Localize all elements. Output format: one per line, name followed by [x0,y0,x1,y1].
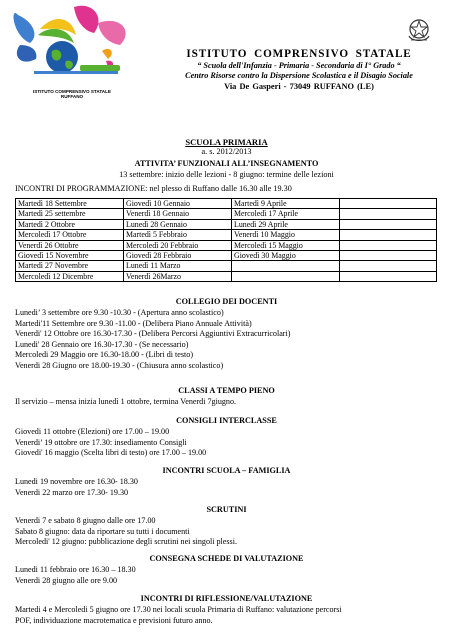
logo-caption [24,89,120,99]
calendar-cell [232,271,340,281]
scrutini-line: Sabato 8 giugno: data da riportare su tutti i documenti [15,526,190,536]
school-type: SCUOLA PRIMARIA [185,137,268,147]
school-year: a. s. 2012/2013 [201,147,252,156]
calendar-cell: Venerdì 26Marzo [124,271,232,281]
classi-lines [15,397,440,408]
calendar-cell [340,199,437,209]
famiglia-line: Lunedi 19 novembre ore 16.30- 18.30 [15,477,138,486]
calendar-cell [340,261,437,271]
calendar-cell: Giovedì 10 Gennaio [124,199,232,209]
programming-meetings [15,184,292,194]
activities-title: ATTIVITA’ FUNZIONALI ALL’INSEGNAMENTO [134,159,319,168]
calendar-row [16,251,437,261]
scrutini-lines [15,516,440,548]
logo-caption-line2: RUFFANO [60,94,84,99]
calendar-cell: Venerdì 26 Ottobre [16,240,124,250]
classi-line: Il servizio – mensa inizia lunedì 1 ottobre, termina Venerdi 7giugno. [15,397,237,406]
programming-calendar [15,198,437,282]
collegio-line: Mercoledi 29 Maggio ore 16.30-18.00 - (Libri di testo) [15,350,194,360]
calendar-row [16,240,437,250]
calendar-cell: Mercoledì 12 Dicembre [16,271,124,281]
scrutini-line: Venerdi 7 e sabato 8 giugno dalle ore 17.00 [15,516,156,525]
blue-butterfly-wing-lower [17,45,37,62]
calendar-cell [340,219,437,229]
globe-icon [46,41,78,73]
famiglia-title: INCONTRI SCUOLA – FAMIGLIA [162,466,291,475]
pink-butterfly-wing-right [98,21,126,45]
calendar-cell: Lunedì 29 Aprile [232,219,340,229]
interclasse-title: CONSIGLI INTERCLASSE [176,416,277,425]
riflessione-lines [15,605,440,626]
school-header [150,48,448,92]
calendar-row [16,230,437,240]
calendar-cell [340,271,437,281]
schede-lines [15,565,440,586]
calendar-cell: Martedì 2 Ottobre [16,219,124,229]
calendar-cell: Mercoledì 15 Maggio [232,240,340,250]
school-logo [10,5,142,87]
collegio-line: Martedi'11 Settembre ore 9.30 -11.00 - (Delibera Piano Annuale Attività) [15,318,252,328]
calendar-row [16,271,437,281]
lessons-info: 13 settembre: inizio delle lezioni - 8 giugno: termine delle lezioni [119,170,334,179]
calendar-cell [340,251,437,261]
calendar-cell: Giovedì 28 Febbraio [124,251,232,261]
school-centre: Centro Risorse contro la Dispersione Scolastica e il Disagio Sociale [185,71,413,80]
interclasse-line: Giovedi 11 ottobre (Elezioni) ore 17.00 – 19.00 [15,427,170,436]
scrutini-title: SCRUTINI [206,505,247,514]
calendar-cell: Venerdì 18 Gennaio [124,209,232,219]
calendar-cell: Mercoledì 17 Ottobre [16,230,124,240]
riflessione-title: INCONTRI DI RIFLESSIONE/VALUTAZIONE [140,594,313,603]
calendar-cell: Martedì 18 Settembre [16,199,124,209]
calendar-cell: Martedì 25 settembre [16,209,124,219]
calendar-cell: Giovedì 30 Maggio [232,251,340,261]
calendar-cell: Venerdì 10 Maggio [232,230,340,240]
programming-label: INCONTRI DI PROGRAMMAZIONE: [15,184,148,193]
calendar-cell: Mercoledì 20 Febbraio [124,240,232,250]
calendar-cell [232,261,340,271]
republic-emblem-icon [406,16,432,46]
collegio-line: Venerdi' 12 Ottobre ore 16.30-17.30 - (Delibera Percorsi Aggiuntivi Extracurricolari) [15,329,291,339]
schede-title: CONSEGNA SCHEDE DI VALUTAZIONE [149,554,304,563]
calendar-row [16,219,437,229]
calendar-row [16,261,437,271]
collegio-title: COLLEGIO DEI DOCENTI [175,297,278,306]
school-address: Via De Gasperi - 73049 RUFFANO (LE) [224,82,374,91]
interclasse-lines [15,427,440,459]
interclasse-line: Giovedi' 16 maggio (Scelta libri di testo) ore 17.00 – 19.00 [15,448,207,458]
calendar-cell [340,230,437,240]
schede-line: Lunedi 11 febbraio ore 16.30 – 18.30 [15,565,136,574]
programming-text: nel plesso di Ruffano dalle 16.30 alle 19.30 [147,184,292,193]
calendar-cell: Lunedì 28 Gennaio [124,219,232,229]
calendar-cell: Giovedì 15 Novembre [16,251,124,261]
calendar-row [16,209,437,219]
schede-line: Venerdi 28 giugno alle ore 9.00 [15,575,118,585]
calendar-cell: Martedì 5 Febbraio [124,230,232,240]
pink-butterfly-wing [74,6,98,33]
interclasse-line: Venerdi’ 19 ottobre ore 17.30: insediamento Consigli [15,437,187,447]
school-levels: “ Scuola dell'Infanzia - Primaria - Secondaria di I° Grado “ [197,61,401,70]
calendar-row [16,199,437,209]
calendar-cell: Lunedì 11 Marzo [124,261,232,271]
logo-caption-line1: ISTITUTO COMPRENSIVO STATALE [32,89,111,94]
calendar-cell [340,209,437,219]
famiglia-lines [15,477,440,498]
collegio-line: Lunedi' 28 Gennaio ore 16.30-17.30 - (Se necessario) [15,339,189,349]
collegio-line: Lunedi’ 3 settembre ore 9.30 -10.30 - (Apertura anno scolastico) [15,308,224,317]
famiglia-line: Venerdi 22 marzo ore 17.30- 19.30 [15,487,129,497]
calendar-cell: Mercoledì 17 Aprile [232,209,340,219]
riflessione-line: POF, individuazione macrotematica e previsioni futuro anno. [15,615,213,625]
calendar-cell: Martedì 9 Aprile [232,199,340,209]
school-title: ISTITUTO COMPRENSIVO STATALE [186,48,412,60]
riflessione-line: Martedi 4 e Mercoledi 5 giugno ore 17.30 nei locali scuola Primaria di Ruffano: valutazione percorsi [15,605,342,614]
calendar-cell: Martedì 27 Novembre [16,261,124,271]
scrutini-line: Mercoledi' 12 giugno: pubblicazione degli scrutini nei singoli plessi. [15,537,237,547]
blue-butterfly-wing [14,13,35,43]
collegio-line: Venerdi 28 Giugno ore 18.00-19.30 - (Chiusura anno scolastico) [15,360,224,370]
collegio-lines [15,308,440,372]
classi-title: CLASSI A TEMPO PIENO [178,386,275,395]
calendar-cell [340,240,437,250]
